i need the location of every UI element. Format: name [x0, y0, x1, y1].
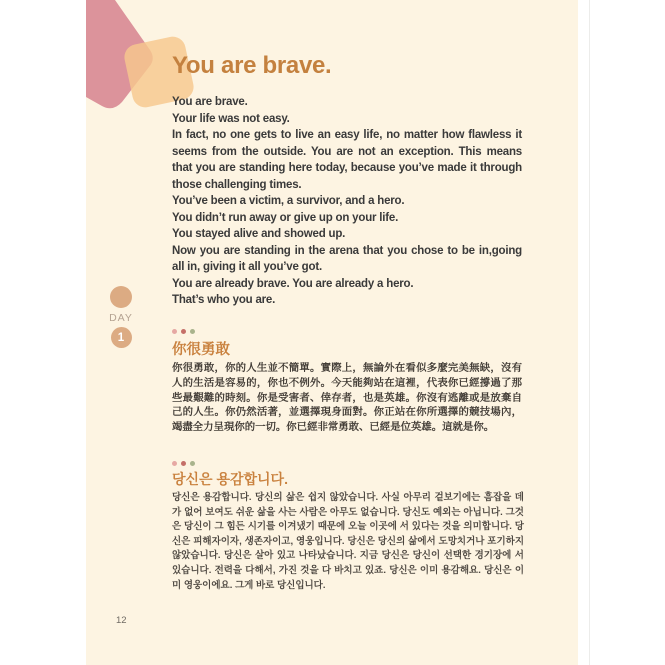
english-line: You are already brave. You are already a hero. — [172, 277, 414, 290]
english-line: That’s who you are. — [172, 294, 276, 306]
korean-paragraph: 당신은 용감합니다. 당신의 삶은 쉽지 않았습니다. 사실 아무리 겉보기에는 흠잡을 데가 없어 보여도 쉬운 삶을 사는 사람은 아무도 없습니다. 당신도 예외는 아닙니다. 그것은 당신이 그 힘든 시기를 이겨냈기 때문에 오늘 이곳에 서 있다는 것을 의미합니다. 당신은 피해자이자, 생존자이고, 영웅입니다. 당신은 당신의 삶에서 도망치거나 포기하지 않았습니다. 당신은 살아 있고 나타났습니다. 지금 당신은 당신이 선택한 경기장에 서 있습니다. 전력을 다해서, 가진 것을 다 바치고 있죠. 당신은 이미 용감해요. 당신은 이미 영웅이에요. 그게 바로 당신입니다. — [172, 492, 524, 591]
english-line: Now you are standing in the arena that you chose to be in,going all in, giving it all you’ve got. — [172, 244, 522, 273]
day-label: DAY — [109, 312, 133, 324]
korean-heading: 당신은 용감합니다. — [172, 471, 288, 487]
day-marker — [99, 286, 143, 348]
page-title: You are brave. — [172, 52, 332, 79]
dot-pink-icon — [172, 329, 177, 334]
day-circle-icon — [110, 286, 132, 308]
english-line: You didn’t run away or give up on your life. — [172, 211, 399, 224]
dot-pink-icon — [172, 461, 177, 466]
english-line: You stayed alive and showed up. — [172, 228, 346, 240]
english-paragraph — [172, 94, 522, 309]
dot-red-icon — [181, 329, 186, 334]
english-line: You’ve been a victim, a survivor, and a hero. — [172, 195, 405, 207]
page-edge-line — [589, 0, 590, 665]
section-dots-chinese — [172, 329, 195, 334]
chinese-heading: 你很勇敢 — [172, 342, 230, 358]
day-number-badge: 1 — [111, 327, 132, 348]
page-number: 12 — [116, 615, 127, 626]
section-dots-korean — [172, 461, 195, 466]
dot-green-icon — [190, 329, 195, 334]
book-page — [86, 0, 578, 665]
english-line: In fact, no one gets to live an easy life, no matter how flawless it seems from the outside. You are not an exception. This means that you are standing here today, because you’ve made it through those challenging times. — [172, 129, 522, 191]
dot-red-icon — [181, 461, 186, 466]
english-line: Your life was not easy. — [172, 112, 290, 125]
dot-green-icon — [190, 461, 195, 466]
chinese-paragraph: 你很勇敢，你的人生並不簡單。實際上，無論外在看似多麼完美無缺，沒有人的生活是容易的，你也不例外。今天能夠站在這裡，代表你已經撐過了那些最艱難的時刻。你是受害者、倖存者，也是英雄。你沒有逃離或是放棄自己的人生。你仍然活著，並選擇現身面對。你正站在你所選擇的競技場內，竭盡全力呈現你的一切。你已經非常勇敢、已經是位英雄。這就是你。 — [172, 363, 522, 434]
english-line: You are brave. — [172, 96, 248, 108]
